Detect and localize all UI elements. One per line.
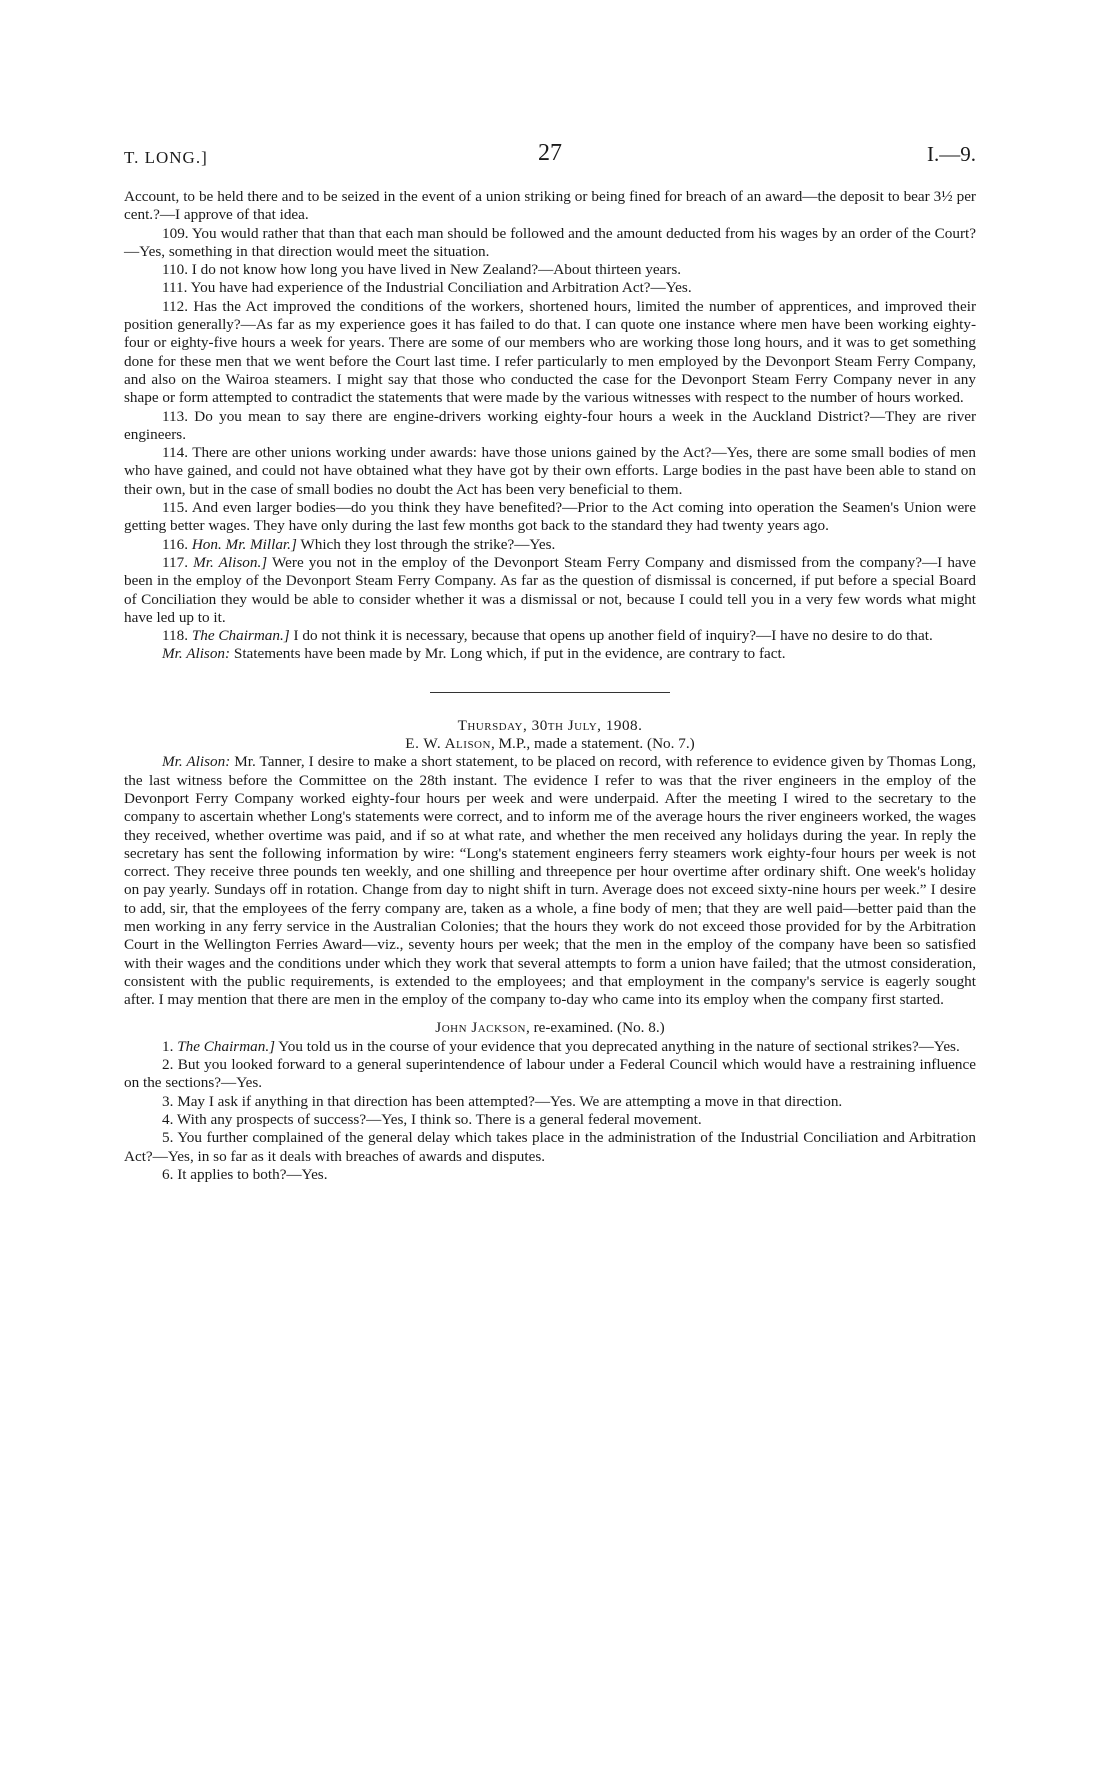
question-110: 110. I do not know how long you have lived in New Zealand?—About thirteen years. (162, 261, 682, 279)
page-header (124, 140, 976, 174)
heading-detail: , M.P., made a statement. (No. 7.) (490, 735, 695, 753)
question-text: You told us in the course of your evidence that you deprecated anything in the nature of sectional strikes?—Yes. (275, 1037, 960, 1055)
question-117 (124, 554, 976, 627)
question-111: 111. You have had experience of the Industrial Conciliation and Arbitration Act?—Yes. (162, 279, 692, 297)
speaker-name: Mr. Alison: (162, 645, 231, 663)
paragraph-continuation: Account, to be held there and to be seized in the event of a union striking or being fined for breach of an award—the deposit to bear 3½ per cent.?—I approve of that idea. (124, 188, 976, 224)
heading-detail: , re-examined. (No. 8.) (525, 1019, 665, 1037)
page-number: 27 (538, 140, 562, 166)
question-number: 118. (162, 627, 192, 645)
section-divider (430, 692, 670, 693)
speaker-name: Hon. Mr. Millar.] (191, 535, 297, 553)
question-text: Which they lost through the strike?—Yes. (296, 535, 556, 553)
jackson-question-6: 6. It applies to both?—Yes. (162, 1165, 328, 1183)
jackson-question-1 (124, 1038, 976, 1056)
question-109: 109. You would rather that than that each man should be followed and the amount deducted from his wages by an order of the Court?—Yes, something in that direction would meet the situation. (124, 224, 976, 260)
witness-name: John Jackson (435, 1019, 526, 1037)
document-body (124, 188, 976, 1184)
remark-text: Statements have been made by Mr. Long which, if put in the evidence, are contrary to fact. (230, 645, 786, 663)
jackson-question-2: 2. But you looked forward to a general superintendence of labour under a Federal Council which would have a restraining influence on the sections?—Yes. (124, 1056, 976, 1092)
jackson-question-3: 3. May I ask if anything in that direction has been attempted?—Yes. We are attempting a move in that direction. (162, 1092, 843, 1110)
alison-statement (124, 753, 976, 1009)
witness-name: E. W. Alison (405, 735, 491, 753)
alison-remark (124, 645, 976, 663)
statement-text: Mr. Tanner, I desire to make a short statement, to be placed on record, with reference to evidence given by Thomas Long, the last witness before the Committee on the 28th instant. The evidence I refer to was that the river engineers in the employ of the Devonport Ferry Company worked eighty-four hours per week and were underpaid. After the meeting I wired to the secretary to the company to ascertain whether Long's statements were correct, and to inform me of the average hours the river engineers worked, the wages they received, whether overtime was paid, and if so at what rate, and whether the men received any holidays during the year. In reply the secretary has sent the following information by wire: “Long's statement engineers ferry steamers work eighty-four hours per week is not correct. They receive three pounds ten weekly, and one shilling and threepence per hour overtime after ordinary shift. One week's holiday on pay yearly. Sundays off in rotation. Change from day to night shift in turn. Average does not exceed sixty-nine hours per week.” I desire to add, sir, that the employees of the ferry company are, taken as a whole, a fine body of men; that they are well paid—better paid than the men working in any ferry service in the Australian Colonies; that the hours they work do not exceed those provided for by the Arbitration Court in the Wellington Ferries Award—viz., seventy hours per week; that the men in the employ of the company have been so satisfied with their wages and the conditions under which they work that several attempts to form a union have failed; that the utmost consideration, consistent with the public requirements, is extended to the employees; and that employment in the company's service is eagerly sought after. I may mention that there are men in the employ of the company to-day who came into its employ when the company first started. (124, 753, 976, 1009)
question-115: 115. And even larger bodies—do you think they have benefited?—Prior to the Act coming into operation the Seamen's Union were getting better wages. They have only during the last few months got back to the standard they had twenty years ago. (124, 499, 976, 535)
question-number: 116. (162, 535, 192, 553)
question-number: 117. (162, 553, 194, 571)
jackson-question-5: 5. You further complained of the general delay which takes place in the administration of the Industrial Conciliation and Arbitration Act?—Yes, in so far as it deals with breaches of awards and disputes. (124, 1129, 976, 1165)
question-113: 113. Do you mean to say there are engine-drivers working eighty-four hours a week in the Auckland District?—They are river engineers. (124, 407, 976, 443)
date-heading: Thursday, 30th July, 1908. (457, 716, 643, 734)
question-text: Were you not in the employ of the Devonport Steam Ferry Company and dismissed from the company?—I have been in the employ of the Devonport Steam Ferry Company. As far as the question of dismissal is concerned, if put before a special Board of Conciliation they would be able to consider whether it was a dismissal or not, because I could tell you in a very few words what might have led up to it. (124, 553, 977, 626)
statement-heading (124, 735, 976, 753)
speaker-name: The Chairman.] (177, 1037, 276, 1055)
paper-reference: I.—9. (927, 142, 976, 166)
speaker-name: Mr. Alison: (162, 753, 231, 771)
speaker-name: The Chairman.] (191, 627, 290, 645)
question-number: 1. (162, 1037, 178, 1055)
jackson-question-4: 4. With any prospects of success?—Yes, I think so. There is a general federal movement. (162, 1110, 702, 1128)
question-116 (124, 536, 976, 554)
jackson-heading (124, 1019, 976, 1037)
question-118 (124, 627, 976, 645)
speaker-name: Mr. Alison.] (193, 553, 268, 571)
question-114: 114. There are other unions working under awards: have those unions gained by the Act?—Yes, there are some small bodies of men who have gained, and could not have obtained what they have got by their own efforts. Large bodies in the past have been able to stand on their own, but in the case of small bodies no doubt the Act has been very beneficial to them. (124, 444, 976, 498)
question-112: 112. Has the Act improved the conditions of the workers, shortened hours, limited the number of apprentices, and improved their position generally?—As far as my experience goes it has failed to do that. I can quote one instance where men have been working eighty-four or eighty-five hours a week for years. There are some of our members who are working those long hours, and it was to get something done for these men that we went before the Court last time. I refer particularly to men employed by the Devonport Steam Ferry Company, and also on the Wairoa steamers. I might say that those who conducted the case for the Devonport Steam Ferry Company never in any shape or form attempted to contradict the statements that were made by the various witnesses with respect to the number of hours worked. (124, 297, 976, 407)
running-head: T. LONG.] (124, 148, 208, 167)
question-text: I do not think it is necessary, because that opens up another field of inquiry?—I have no desire to do that. (289, 627, 933, 645)
